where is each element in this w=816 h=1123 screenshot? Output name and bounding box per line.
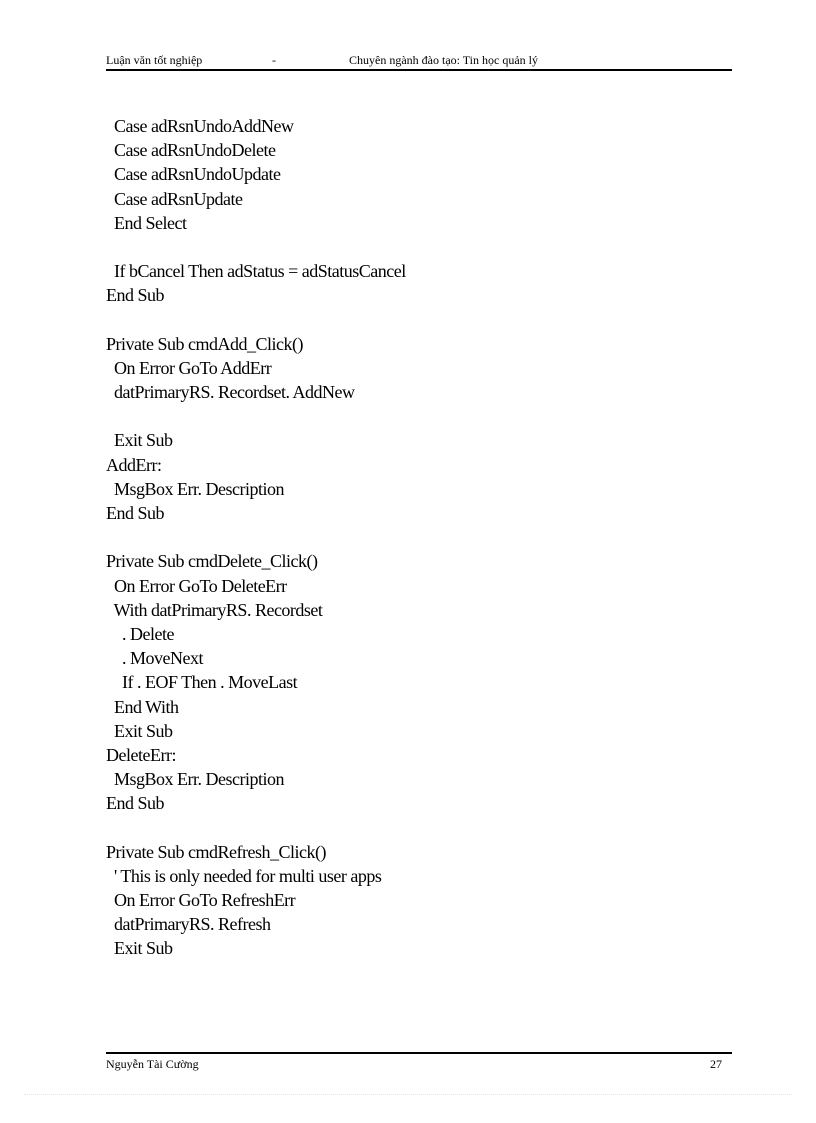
code-line: datPrimaryRS. Recordset. AddNew: [106, 382, 355, 403]
page-header: [106, 52, 732, 70]
code-line: On Error GoTo RefreshErr: [106, 890, 296, 910]
code-line: End With: [106, 696, 179, 717]
code-line: [106, 308, 726, 332]
code-line: [106, 815, 726, 839]
page-number: 27: [710, 1057, 722, 1071]
footer-author: Nguyễn Tài Cường: [106, 1057, 199, 1071]
code-line: Private Sub cmdDelete_Click(): [106, 551, 318, 572]
code-block: [106, 114, 726, 961]
code-line: [106, 525, 726, 549]
header-rule: [106, 69, 732, 71]
code-line: Private Sub cmdAdd_Click(): [106, 333, 303, 354]
code-line: Exit Sub: [106, 938, 173, 959]
code-line: Case adRsnUndoDelete: [106, 140, 276, 161]
code-line: If bCancel Then adStatus = adStatusCancel: [106, 261, 406, 282]
code-line: Private Sub cmdRefresh_Click(): [106, 841, 326, 862]
code-line: End Sub: [106, 503, 165, 523]
code-line: datPrimaryRS. Refresh: [106, 914, 271, 935]
code-line: On Error GoTo AddErr: [106, 357, 272, 378]
code-line: [106, 404, 726, 428]
code-line: MsgBox Err. Description: [106, 769, 284, 790]
code-line: End Sub: [106, 285, 165, 306]
page-edge-divider: [24, 1094, 792, 1095]
code-line: Case adRsnUpdate: [106, 188, 243, 209]
code-line: On Error GoTo DeleteErr: [106, 575, 287, 596]
page-footer: [106, 1056, 722, 1072]
code-line: MsgBox Err. Description: [106, 478, 284, 499]
code-line: End Sub: [106, 793, 165, 814]
code-line: Case adRsnUndoUpdate: [106, 164, 281, 185]
code-line: With datPrimaryRS. Recordset: [106, 599, 323, 620]
code-line: AddErr:: [106, 454, 162, 475]
code-line: . Delete: [106, 623, 174, 644]
header-major-label: Chuyên ngành đào tạo: Tin học quản lý: [349, 53, 538, 67]
code-line: DeleteErr:: [106, 744, 176, 765]
footer-rule: [106, 1052, 732, 1054]
code-line: . MoveNext: [106, 648, 203, 669]
code-line: ' This is only needed for multi user apps: [106, 865, 382, 886]
code-line: If . EOF Then . MoveLast: [106, 672, 298, 693]
code-line: [106, 235, 726, 259]
code-line: End Select: [106, 212, 187, 233]
header-thesis-label: Luận văn tốt nghiệp: [106, 53, 203, 67]
header-separator: -: [272, 53, 276, 67]
code-line: Case adRsnUndoAddNew: [106, 116, 294, 136]
code-line: Exit Sub: [106, 720, 173, 741]
code-line: Exit Sub: [106, 430, 173, 451]
